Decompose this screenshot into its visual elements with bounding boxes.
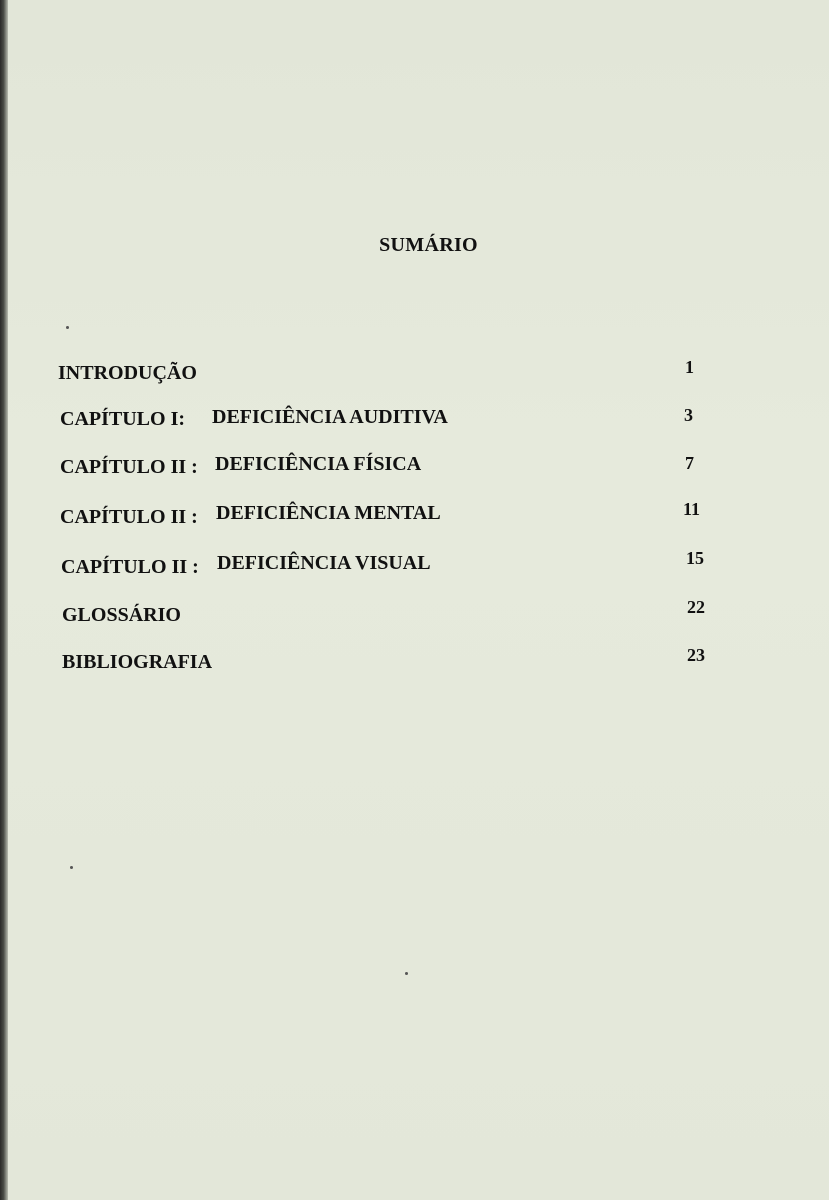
page-title: SUMÁRIO <box>379 234 478 256</box>
toc-entry-label: GLOSSÁRIO <box>62 604 181 626</box>
toc-entry-label: CAPÍTULO II : <box>60 456 198 478</box>
toc-entry-page-number: 23 <box>687 645 705 665</box>
toc-entry-title: DEFICIÊNCIA AUDITIVA <box>212 406 448 428</box>
toc-entry-label: BIBLIOGRAFIA <box>62 651 213 673</box>
toc-entry-page-number: 11 <box>683 499 701 519</box>
toc-entry-introducao[interactable] <box>0 357 829 394</box>
toc-entry-page-number: 3 <box>684 405 693 425</box>
toc-entry-capitulo-4[interactable] <box>0 548 829 586</box>
toc-entry-title: DEFICIÊNCIA VISUAL <box>217 552 431 574</box>
paper-speck <box>70 866 73 869</box>
toc-entry-bibliografia[interactable] <box>0 645 829 685</box>
paper-speck <box>66 326 69 329</box>
toc-entry-capitulo-3[interactable] <box>0 499 829 536</box>
toc-entry-label: CAPÍTULO II : <box>61 556 199 578</box>
toc-entry-label: INTRODUÇÃO <box>58 362 197 384</box>
toc-entry-page-number: 22 <box>687 597 705 617</box>
toc-entry-label: CAPÍTULO II : <box>60 506 198 528</box>
page-binding-edge <box>0 0 8 1200</box>
toc-entry-label: CAPÍTULO I: <box>60 408 186 430</box>
toc-entry-page-number: 7 <box>685 453 694 473</box>
toc-entry-page-number: 1 <box>685 357 694 377</box>
toc-entry-glossario[interactable] <box>0 597 829 637</box>
toc-entry-capitulo-2[interactable] <box>0 453 829 487</box>
toc-entry-capitulo-1[interactable] <box>0 405 829 439</box>
toc-entry-title: DEFICIÊNCIA FÍSICA <box>215 453 422 475</box>
toc-entry-title: DEFICIÊNCIA MENTAL <box>216 502 441 524</box>
paper-speck <box>405 972 408 975</box>
toc-entry-page-number: 15 <box>686 548 704 568</box>
